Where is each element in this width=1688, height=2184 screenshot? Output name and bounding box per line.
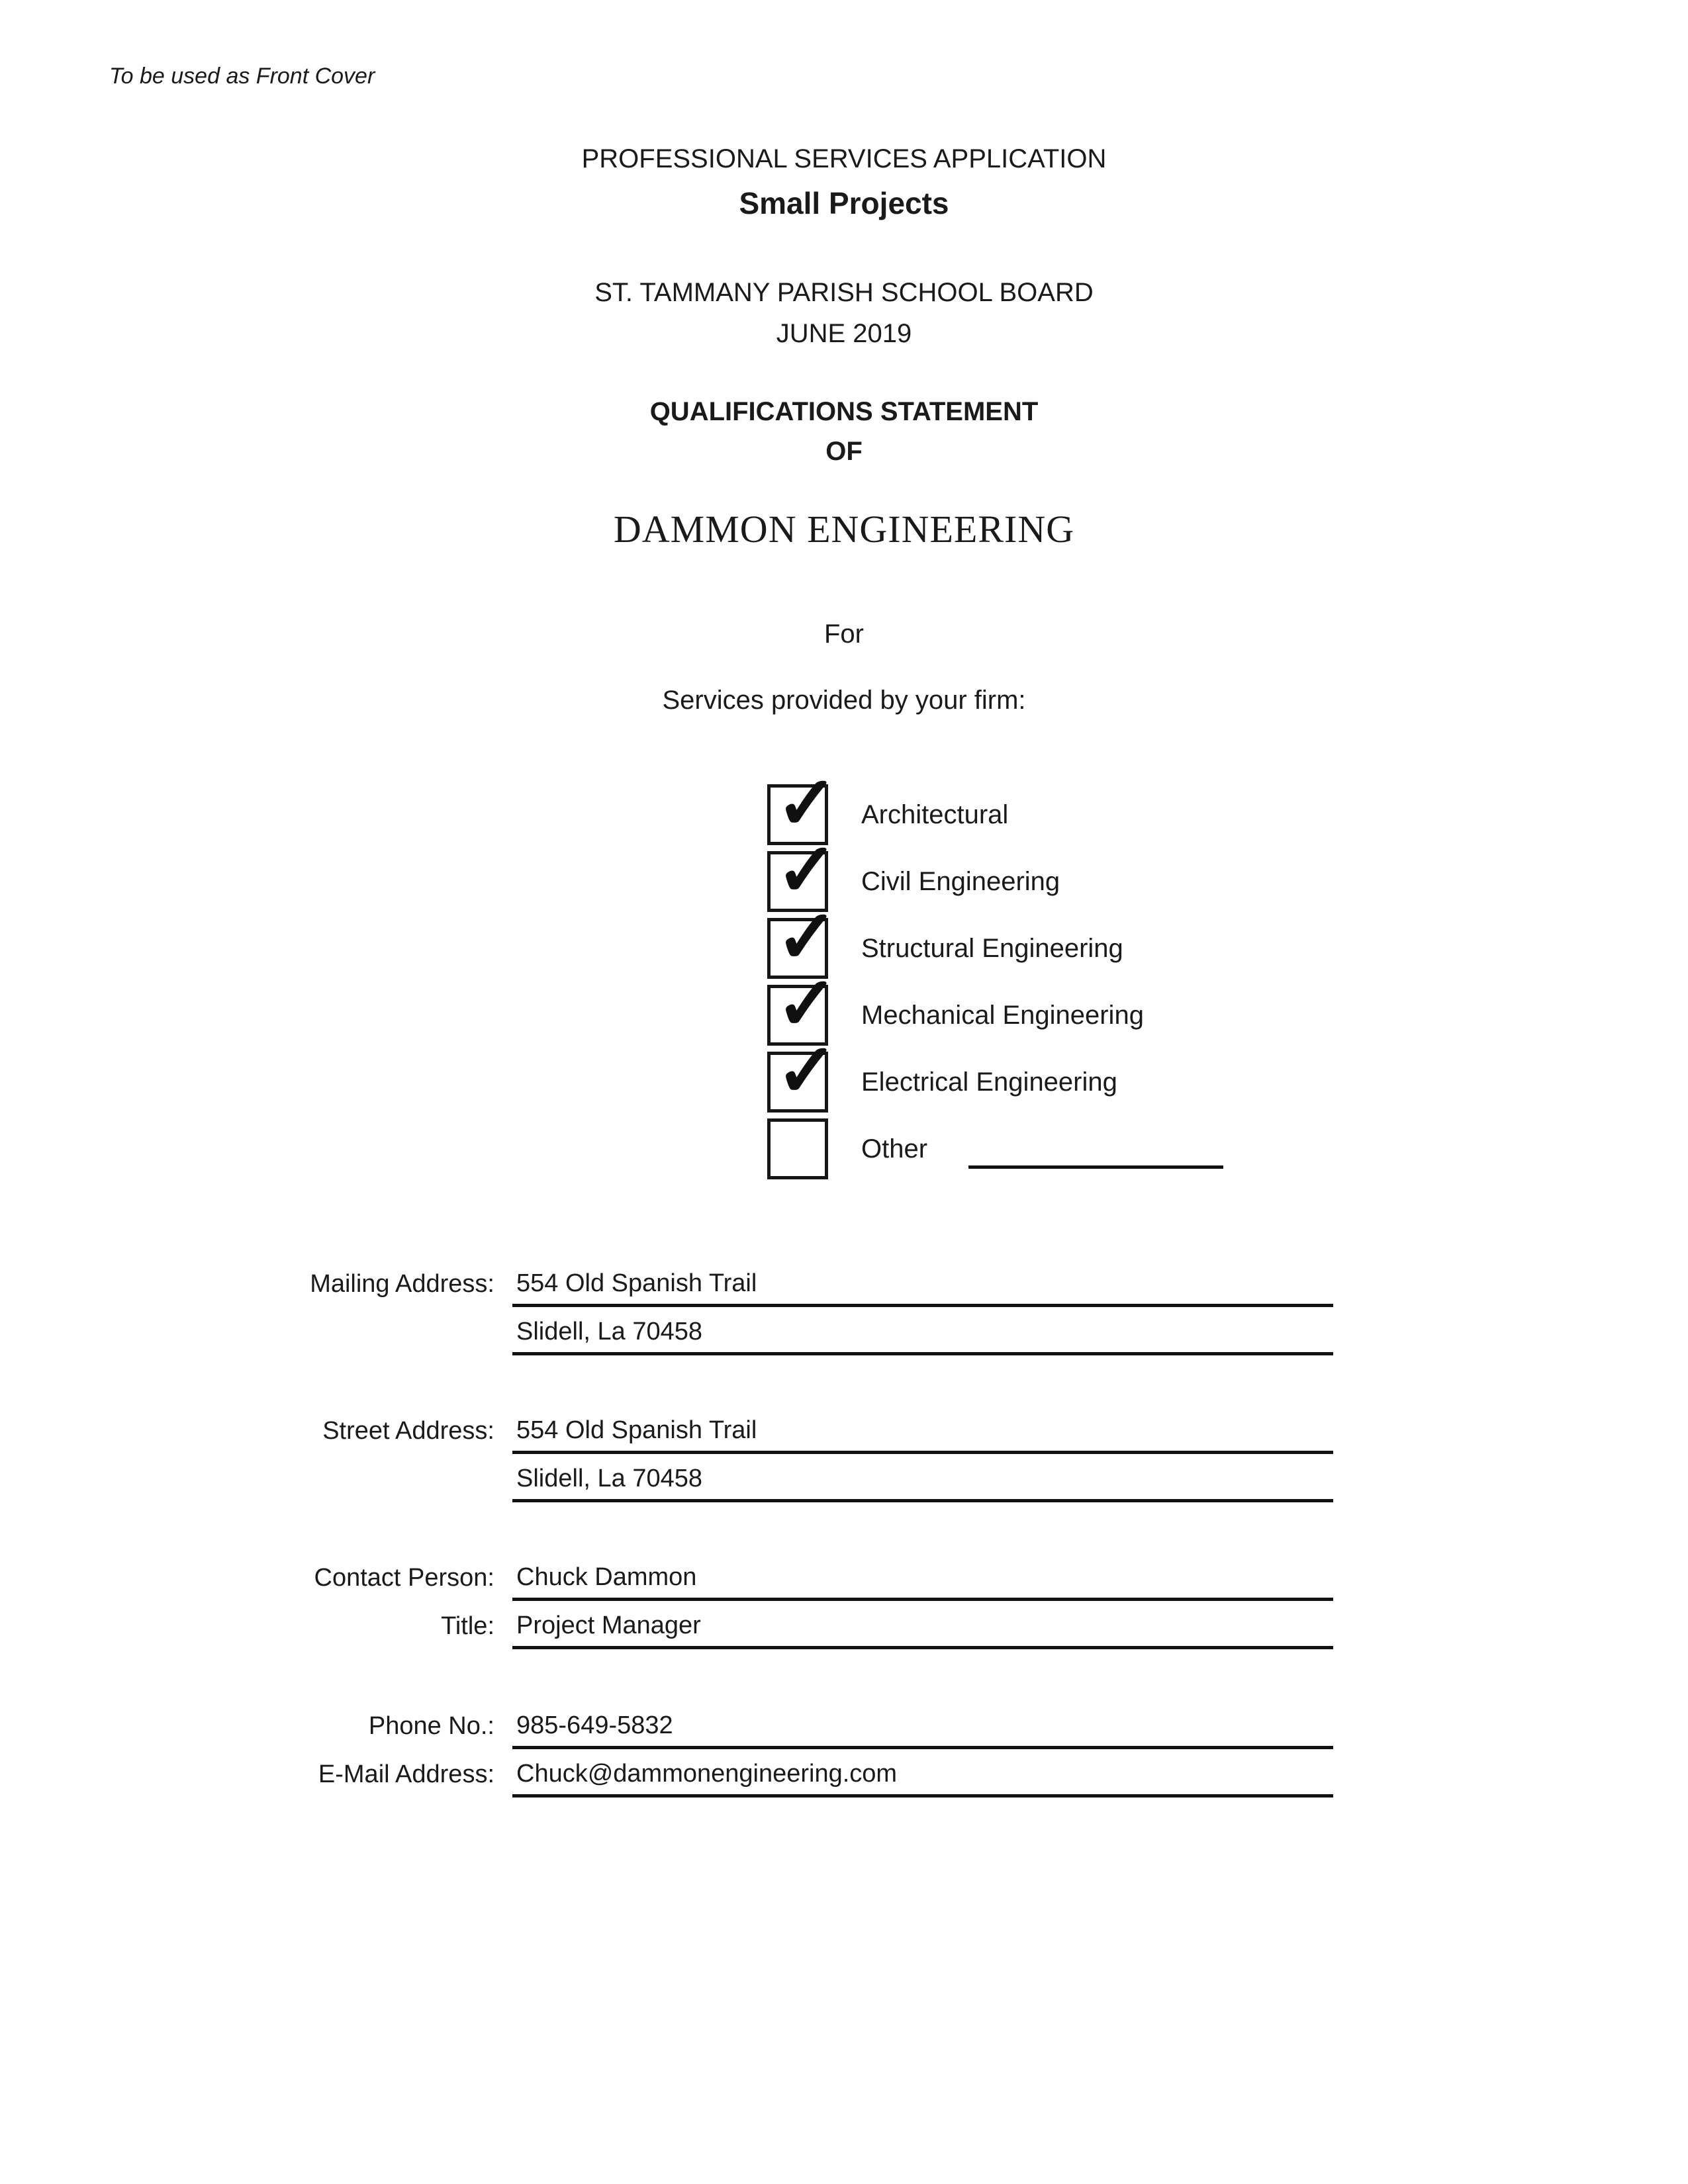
contact-person-field[interactable]: Chuck Dammon xyxy=(512,1562,1333,1601)
title-small-projects: Small Projects xyxy=(739,186,949,220)
mailing-address-line-2[interactable]: Slidell, La 70458 xyxy=(512,1316,1333,1355)
mailing-address-row-1 xyxy=(0,1268,1390,1307)
title-school-board: ST. TAMMANY PARISH SCHOOL BOARD xyxy=(594,278,1094,307)
service-label: Mechanical Engineering xyxy=(861,1000,1144,1030)
electrical-engineering-checkbox[interactable] xyxy=(767,1029,838,1113)
other-blank-line[interactable] xyxy=(968,1142,1223,1169)
phone-field[interactable]: 985-649-5832 xyxy=(512,1710,1333,1749)
service-label: Other xyxy=(861,1134,928,1163)
services-checklist xyxy=(767,762,1223,1185)
check-icon: ✓ xyxy=(776,829,838,911)
service-label: Electrical Engineering xyxy=(861,1067,1117,1097)
title-field[interactable]: Project Manager xyxy=(512,1610,1333,1649)
empty-label xyxy=(0,1347,494,1355)
street-address-row-1 xyxy=(0,1415,1390,1454)
other-checkbox[interactable] xyxy=(767,1118,828,1179)
service-label: Civil Engineering xyxy=(861,866,1060,896)
service-row-electrical xyxy=(767,1029,1223,1113)
contact-person-row xyxy=(0,1562,1390,1601)
email-row xyxy=(0,1758,1390,1797)
check-icon: ✓ xyxy=(776,1029,838,1112)
service-label: Architectural xyxy=(861,799,1009,829)
contact-form xyxy=(0,1268,1390,1797)
phone-label: Phone No.: xyxy=(368,1712,494,1740)
mailing-address-row-2 xyxy=(0,1316,1390,1355)
contact-person-label: Contact Person: xyxy=(314,1564,494,1592)
phone-row xyxy=(0,1710,1390,1749)
street-address-label: Street Address: xyxy=(322,1417,494,1445)
front-cover-note: To be used as Front Cover xyxy=(109,64,375,89)
service-label: Structural Engineering xyxy=(861,933,1123,963)
services-heading: Services provided by your firm: xyxy=(662,686,1026,715)
for-label: For xyxy=(824,619,864,649)
email-label: E-Mail Address: xyxy=(318,1760,494,1788)
mailing-address-label: Mailing Address: xyxy=(310,1270,494,1298)
title-professional-services: PROFESSIONAL SERVICES APPLICATION xyxy=(581,144,1107,173)
mailing-address-line-1[interactable]: 554 Old Spanish Trail xyxy=(512,1268,1333,1307)
title-of: OF xyxy=(825,437,863,466)
title-qualifications-statement: QUALIFICATIONS STATEMENT xyxy=(649,397,1039,426)
title-row xyxy=(0,1610,1390,1649)
title-label: Title: xyxy=(441,1612,494,1640)
check-icon: ✓ xyxy=(776,762,838,844)
title-date: JUNE 2019 xyxy=(776,319,912,348)
firm-name: DAMMON ENGINEERING xyxy=(613,508,1075,551)
street-address-line-2[interactable]: Slidell, La 70458 xyxy=(512,1463,1333,1502)
check-icon: ✓ xyxy=(776,962,838,1045)
check-icon: ✓ xyxy=(776,895,838,978)
email-field[interactable]: Chuck@dammonengineering.com xyxy=(512,1758,1333,1797)
street-address-line-1[interactable]: 554 Old Spanish Trail xyxy=(512,1415,1333,1454)
service-row-other xyxy=(767,1118,1223,1179)
empty-label xyxy=(0,1494,494,1502)
street-address-row-2 xyxy=(0,1463,1390,1502)
